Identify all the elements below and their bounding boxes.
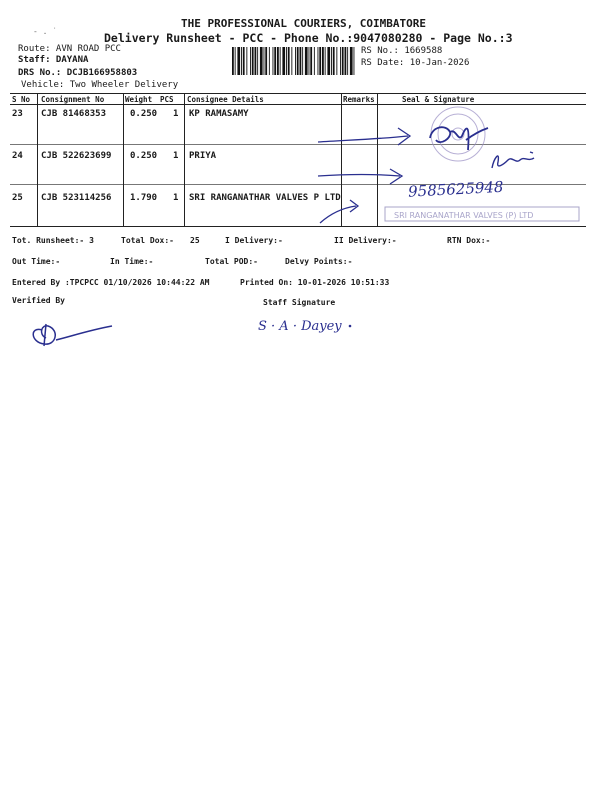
row-pcs: 1 [173, 193, 179, 203]
rs-number: RS No.: 1669588 [361, 46, 443, 56]
col-header-seal: Seal & Signature [402, 95, 475, 104]
arrow-icon [318, 169, 402, 184]
verified-by-label: Verified By [12, 296, 65, 305]
tot-runsheet: Tot. Runsheet:- 3 [12, 236, 94, 245]
vehicle-label: Vehicle: Two Wheeler Delivery [21, 80, 179, 90]
staff-signature-label: Staff Signature [263, 298, 336, 307]
row-consignee: SRI RANGANATHAR VALVES P LTD [189, 193, 341, 203]
printed-on: Printed On: 10-01-2026 10:51:33 [240, 278, 390, 287]
staff-signature-text: S · A · Dayey [258, 319, 342, 334]
arrow-icon [318, 128, 410, 145]
entered-by: Entered By :TPCPCC 01/10/2026 10:44:22 AM [12, 278, 210, 287]
company-stamp-icon [385, 207, 579, 221]
svg-text:SRI RANGANATHAR VALVES (P) LTD: SRI RANGANATHAR VALVES (P) LTD [394, 211, 534, 220]
col-header-consignment: Consignment No [41, 95, 105, 104]
i-delivery-label: I Delivery:- [225, 236, 283, 245]
row-consignee: PRIYA [189, 151, 217, 161]
company-name: THE PROFESSIONAL COURIERS, COIMBATORE [181, 17, 427, 30]
row-consignment: CJB 522623699 [41, 151, 112, 161]
row-consignee: KP RAMASAMY [189, 109, 249, 119]
row-weight: 0.250 [130, 151, 158, 161]
scan-specks: - . ˙ [33, 27, 58, 36]
col-header-pcs: PCS [160, 95, 174, 104]
round-stamp-icon [431, 107, 485, 161]
col-header-weight: Weight [125, 95, 153, 104]
ii-delivery-label: II Delivery:- [334, 236, 397, 245]
row-weight: 0.250 [130, 109, 158, 119]
row-sno: 25 [12, 193, 23, 203]
in-time-label: In Time:- [110, 257, 154, 266]
row-consignment: CJB 81468353 [41, 109, 107, 119]
row-pcs: 1 [173, 151, 179, 161]
staff-label: Staff: DAYANA [18, 55, 89, 65]
route-label: Route: AVN ROAD PCC [18, 44, 121, 54]
row-sno: 24 [12, 151, 23, 161]
drs-number: DRS No.: DCJB166958803 [18, 68, 138, 78]
col-header-sno: S No [12, 95, 31, 104]
total-pod-label: Total POD:- [205, 257, 258, 266]
signature-dot-icon [349, 325, 352, 328]
row-consignment: CJB 523114256 [41, 193, 112, 203]
handwritten-phone: 9585625948 [407, 177, 504, 201]
col-header-consignee: Consignee Details [187, 95, 264, 104]
rs-date: RS Date: 10-Jan-2026 [361, 58, 470, 68]
rtn-dox-label: RTN Dox:- [447, 236, 491, 245]
verified-signature-icon [33, 324, 112, 346]
delvy-points-label: Delvy Points:- [285, 257, 353, 266]
out-time-label: Out Time:- [12, 257, 61, 266]
total-dox-label: Total Dox:- [121, 236, 174, 245]
signature-icon [492, 152, 534, 168]
col-header-remarks: Remarks [343, 95, 375, 104]
row-weight: 1.790 [130, 193, 158, 203]
total-dox-value: 25 [190, 236, 200, 245]
runsheet-title: Delivery Runsheet - PCC - Phone No.:9047080280 - Page No.:3 [104, 31, 513, 45]
row-pcs: 1 [173, 109, 179, 119]
arrow-icon [320, 200, 358, 223]
row-sno: 23 [12, 109, 23, 119]
